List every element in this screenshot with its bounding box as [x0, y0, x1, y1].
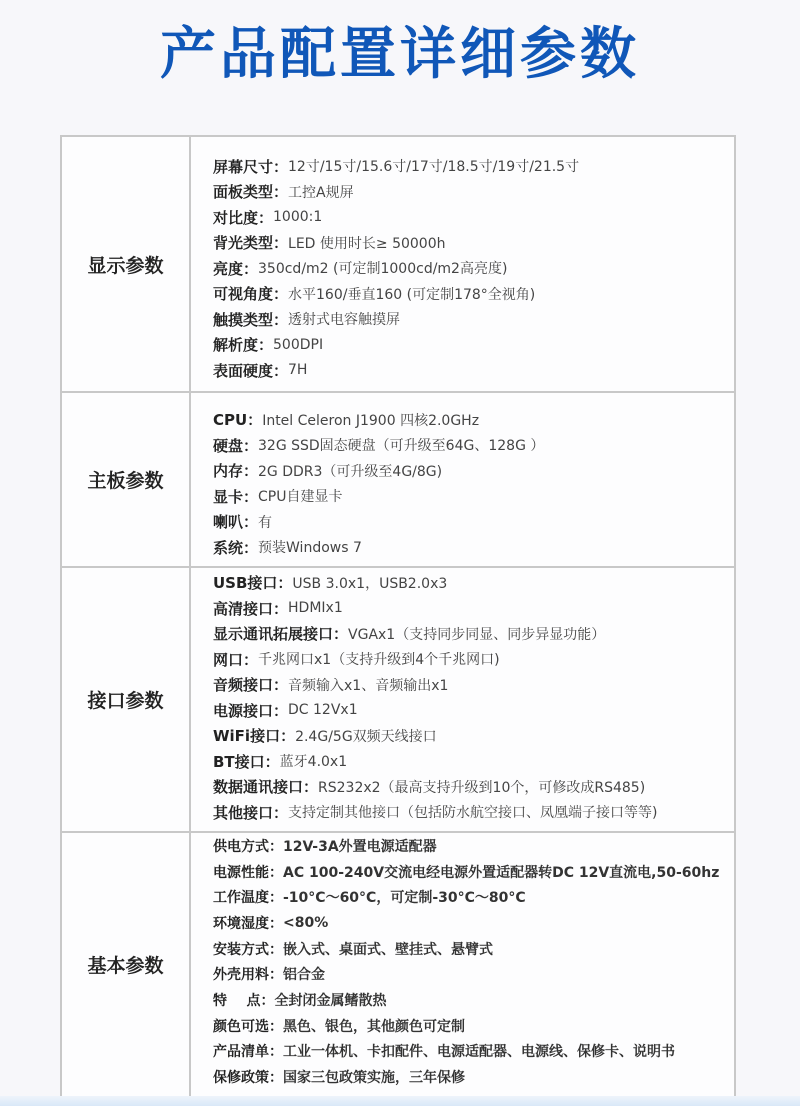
page-title: 产品配置详细参数: [160, 22, 640, 87]
spec-value: 支持定制其他接口（包括防水航空接口、凤凰端子接口等等): [288, 805, 658, 822]
spec-row: [213, 509, 734, 535]
spec-row: [213, 698, 734, 724]
spec-label: 高清接口：: [213, 599, 289, 618]
spec-list: [190, 832, 735, 1097]
spec-value: 嵌入式、桌面式、壁挂式、悬臂式: [283, 941, 493, 958]
spec-label: 硬盘：: [213, 436, 259, 455]
spec-row: [213, 306, 734, 332]
spec-value: 千兆网口x1（支持升级到4个千兆网口): [258, 652, 500, 669]
spec-value: 12寸/15寸/15.6寸/17寸/18.5寸/19寸/21.5寸: [288, 159, 580, 175]
spec-value: Intel Celeron J1900 四核2.0GHz: [262, 412, 480, 429]
spec-row: [213, 749, 734, 775]
spec-value: DC 12Vx1: [288, 702, 358, 719]
spec-label: BT接口：: [213, 752, 280, 771]
spec-label: USB接口：: [213, 574, 293, 593]
spec-value: 32G SSD固态硬盘（可升级至64G、128G ）: [258, 438, 545, 455]
spec-value: 音频输入x1、音频输出x1: [288, 677, 449, 694]
spec-label: 电源性能：: [213, 864, 283, 881]
spec-value: 水平160/垂直160 (可定制178°全视角): [288, 286, 536, 303]
spec-label: 保修政策：: [213, 1070, 283, 1087]
spec-label: 显示通讯拓展接口：: [213, 625, 349, 644]
spec-label: 供电方式：: [213, 838, 283, 855]
section-name: 主板参数: [61, 392, 190, 567]
spec-value: 国家三包政策实施，三年保修: [283, 1070, 465, 1087]
spec-list: [190, 392, 735, 567]
spec-row: [213, 332, 734, 358]
spec-label: 电源接口：: [213, 701, 289, 720]
spec-value: 黑色、银色，其他颜色可定制: [283, 1018, 465, 1035]
spec-label: 背光类型：: [213, 234, 289, 252]
section-display: [61, 136, 735, 392]
spec-value: 全封闭金属鳍散热: [274, 992, 387, 1009]
spec-value: 500DPI: [273, 336, 324, 353]
spec-value: 预装Windows 7: [258, 540, 362, 557]
spec-value: 有: [258, 514, 273, 531]
spec-value: 2G DDR3（可升级至4G/8G): [258, 463, 443, 480]
spec-value: USB 3.0x1，USB2.0x3: [292, 575, 448, 592]
section-name: 基本参数: [61, 832, 190, 1097]
spec-label: WiFi接口：: [213, 727, 296, 746]
spec-value: HDMIx1: [288, 600, 343, 617]
spec-row: [213, 357, 734, 383]
spec-row: [213, 484, 734, 510]
spec-label: 触摸类型：: [213, 310, 289, 329]
spec-label: 环境湿度：: [213, 915, 283, 932]
spec-row: [213, 936, 734, 962]
spec-value: AC 100-240V交流电经电源外置适配器转DC 12V直流电,50-60hz: [283, 864, 720, 881]
spec-row: [213, 1064, 734, 1090]
spec-row: [213, 910, 734, 936]
spec-value: 透射式电容触摸屏: [288, 312, 401, 328]
spec-value: 7H: [288, 362, 308, 378]
spec-value: 蓝牙4.0x1: [279, 754, 348, 771]
spec-row: [213, 833, 734, 859]
spec-table: [60, 135, 736, 1098]
spec-row: [213, 1013, 734, 1039]
spec-row: [213, 153, 734, 179]
spec-row: [213, 800, 734, 826]
spec-row: [213, 859, 734, 885]
spec-row: [213, 407, 734, 433]
bottom-band: [0, 1096, 800, 1106]
spec-label: 对比度：: [213, 208, 274, 227]
spec-value: 350cd/m2 (可定制1000cd/m2高亮度): [258, 261, 508, 277]
spec-value: RS232x2（最高支持升级到10个，可修改成RS485): [318, 779, 646, 796]
spec-row: [213, 621, 734, 647]
spec-label: 系统：: [213, 538, 259, 557]
spec-label: 工作温度：: [213, 890, 283, 907]
spec-label: 特 点：: [213, 992, 275, 1009]
spec-value: -10°C～60°C，可定制-30°C～80°C: [283, 890, 526, 907]
spec-value: 12V-3A外置电源适配器: [283, 838, 437, 855]
spec-row: [213, 961, 734, 987]
spec-row: [213, 987, 734, 1013]
section-basic: [61, 832, 735, 1097]
spec-value: LED 使用时长≥ 50000h: [288, 235, 446, 252]
spec-row: [213, 723, 734, 749]
spec-row: [213, 204, 734, 230]
spec-row: [213, 884, 734, 910]
spec-value: VGAx1（支持同步同显、同步异显功能）: [348, 626, 606, 643]
spec-label: 显卡：: [213, 487, 259, 506]
spec-label: 喇叭：: [213, 513, 259, 532]
spec-label: 外壳用料：: [213, 967, 283, 984]
section-name: 接口参数: [61, 567, 190, 832]
spec-value: 铝合金: [283, 967, 325, 984]
spec-row: [213, 774, 734, 800]
spec-row: [213, 458, 734, 484]
spec-label: 网口：: [213, 650, 259, 669]
spec-label: 可视角度：: [213, 285, 289, 303]
spec-label: 其他接口：: [213, 803, 289, 822]
spec-label: 安装方式：: [213, 941, 283, 958]
spec-row: [213, 433, 734, 459]
spec-label: 屏幕尺寸：: [213, 157, 289, 176]
spec-value: CPU自建显卡: [258, 489, 343, 506]
spec-row: [213, 230, 734, 256]
spec-list: [190, 567, 735, 832]
spec-row: [213, 647, 734, 673]
spec-label: 颜色可选：: [213, 1018, 283, 1035]
spec-row: [213, 179, 734, 205]
spec-list: [190, 136, 735, 392]
section-name: 显示参数: [61, 136, 190, 392]
spec-row: [213, 570, 734, 596]
spec-label: CPU：: [213, 411, 263, 430]
spec-label: 数据通讯接口：: [213, 778, 319, 797]
spec-row: [213, 1039, 734, 1065]
spec-row: [213, 255, 734, 281]
spec-value: 2.4G/5G双频天线接口: [295, 728, 437, 745]
spec-label: 音频接口：: [213, 676, 289, 695]
spec-label: 解析度：: [213, 336, 274, 354]
spec-label: 表面硬度：: [213, 361, 289, 380]
spec-row: [213, 281, 734, 307]
spec-value: 1000:1: [273, 209, 323, 225]
section-interfaces: [61, 567, 735, 832]
spec-value: 工业一体机、卡扣配件、电源适配器、电源线、保修卡、说明书: [283, 1044, 675, 1061]
spec-label: 产品清单：: [213, 1044, 283, 1061]
spec-value: <80%: [283, 914, 329, 931]
spec-label: 内存：: [213, 462, 259, 481]
section-mainboard: [61, 392, 735, 567]
spec-row: [213, 596, 734, 622]
spec-label: 面板类型：: [213, 183, 289, 201]
spec-row: [213, 672, 734, 698]
spec-value: 工控A规屏: [288, 184, 354, 201]
spec-label: 亮度：: [213, 259, 259, 278]
spec-row: [213, 535, 734, 561]
